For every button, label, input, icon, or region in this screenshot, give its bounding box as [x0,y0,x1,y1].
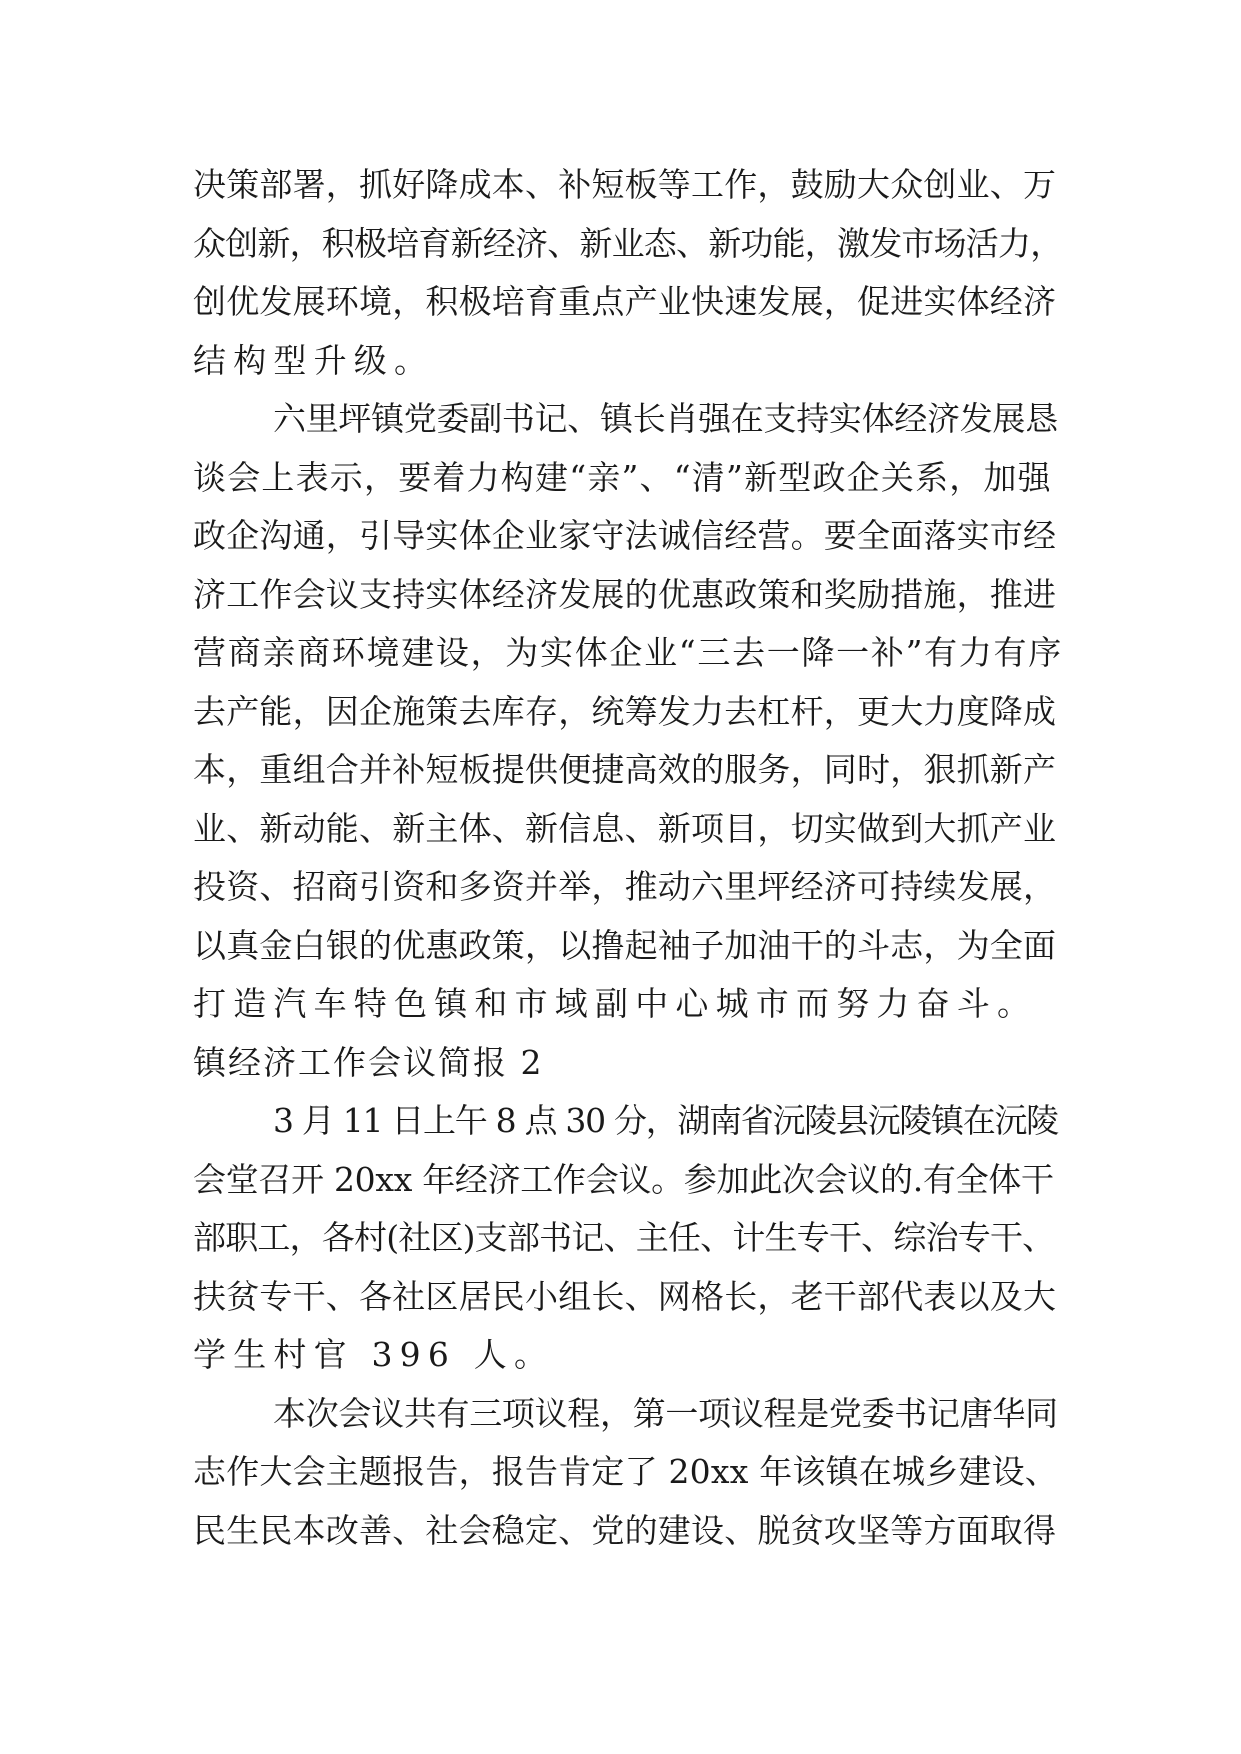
text-line: 谈会上表示，要着力构建“亲”、“清”新型政企关系，加强 [193,457,1052,497]
paragraph-3 [193,1092,1063,1385]
text-line: 打造汽车特色镇和市域副中心城市而努力奋斗。 [193,984,1038,1023]
paragraph-2 [193,390,1063,1034]
text-line: 学生村官 396 人。 [193,1335,555,1374]
text-line: 民生民本改善、社会稳定、党的建设、脱贫攻坚等方面取得 [193,1510,1057,1550]
text-line: 去产能，因企施策去库存，统筹发力去杠杆，更大力度降成 [193,691,1057,731]
text-line: 会堂召开 20xx 年经济工作会议。参加此次会议的.有全体干 [193,1159,1054,1199]
text-line: 以真金白银的优惠政策，以撸起袖子加油干的斗志，为全面 [193,925,1057,965]
text-line: 营商亲商环境建设，为实体企业“三去一降一补”有力有序 [193,633,1063,672]
section-heading: 镇经济工作会议简报 2 [193,1042,544,1082]
text-line: 政企沟通，引导实体企业家守法诚信经营。要全面落实市经 [193,516,1057,555]
text-line: 扶贫专干、各社区居民小组长、网格长，老干部代表以及大 [193,1276,1057,1316]
text-line: 结构型升级。 [193,340,435,380]
text-line: 投资、招商引资和多资并举，推动六里坪经济可持续发展， [193,867,1057,906]
text-line: 本，重组合并补短板提供便捷高效的服务，同时，狠抓新产 [193,750,1057,789]
text-line: 六里坪镇党委副书记、镇长肖强在支持实体经济发展恳 [273,399,1058,438]
text-line: 决策部署，抓好降成本、补短板等工作，鼓励大众创业、万 [193,165,1057,204]
paragraph-1 [193,156,1063,390]
text-line: 众创新，积极培育新经济、新业态、新功能，激发市场活力， [193,223,1063,263]
text-line: 济工作会议支持实体经济发展的优惠政策和奖励措施，推进 [193,574,1057,614]
text-line: 创优发展环境，积极培育重点产业快速发展，促进实体经济 [193,282,1057,321]
text-line: 志作大会主题报告，报告肯定了 20xx 年该镇在城乡建设、 [193,1452,1058,1491]
document-body [193,156,1063,1560]
text-line: 业、新动能、新主体、新信息、新项目，切实做到大抓产业 [193,808,1057,848]
text-line: 部职工，各村(社区)支部书记、主任、计生专干、综治专干、 [193,1218,1055,1257]
text-line: 本次会议共有三项议程，第一项议程是党委书记唐华同 [273,1393,1058,1433]
paragraph-4 [193,1385,1063,1561]
text-line: 3 月 11 日上午 8 点 30 分，湖南省沅陵县沅陵镇在沅陵 [273,1101,1058,1140]
